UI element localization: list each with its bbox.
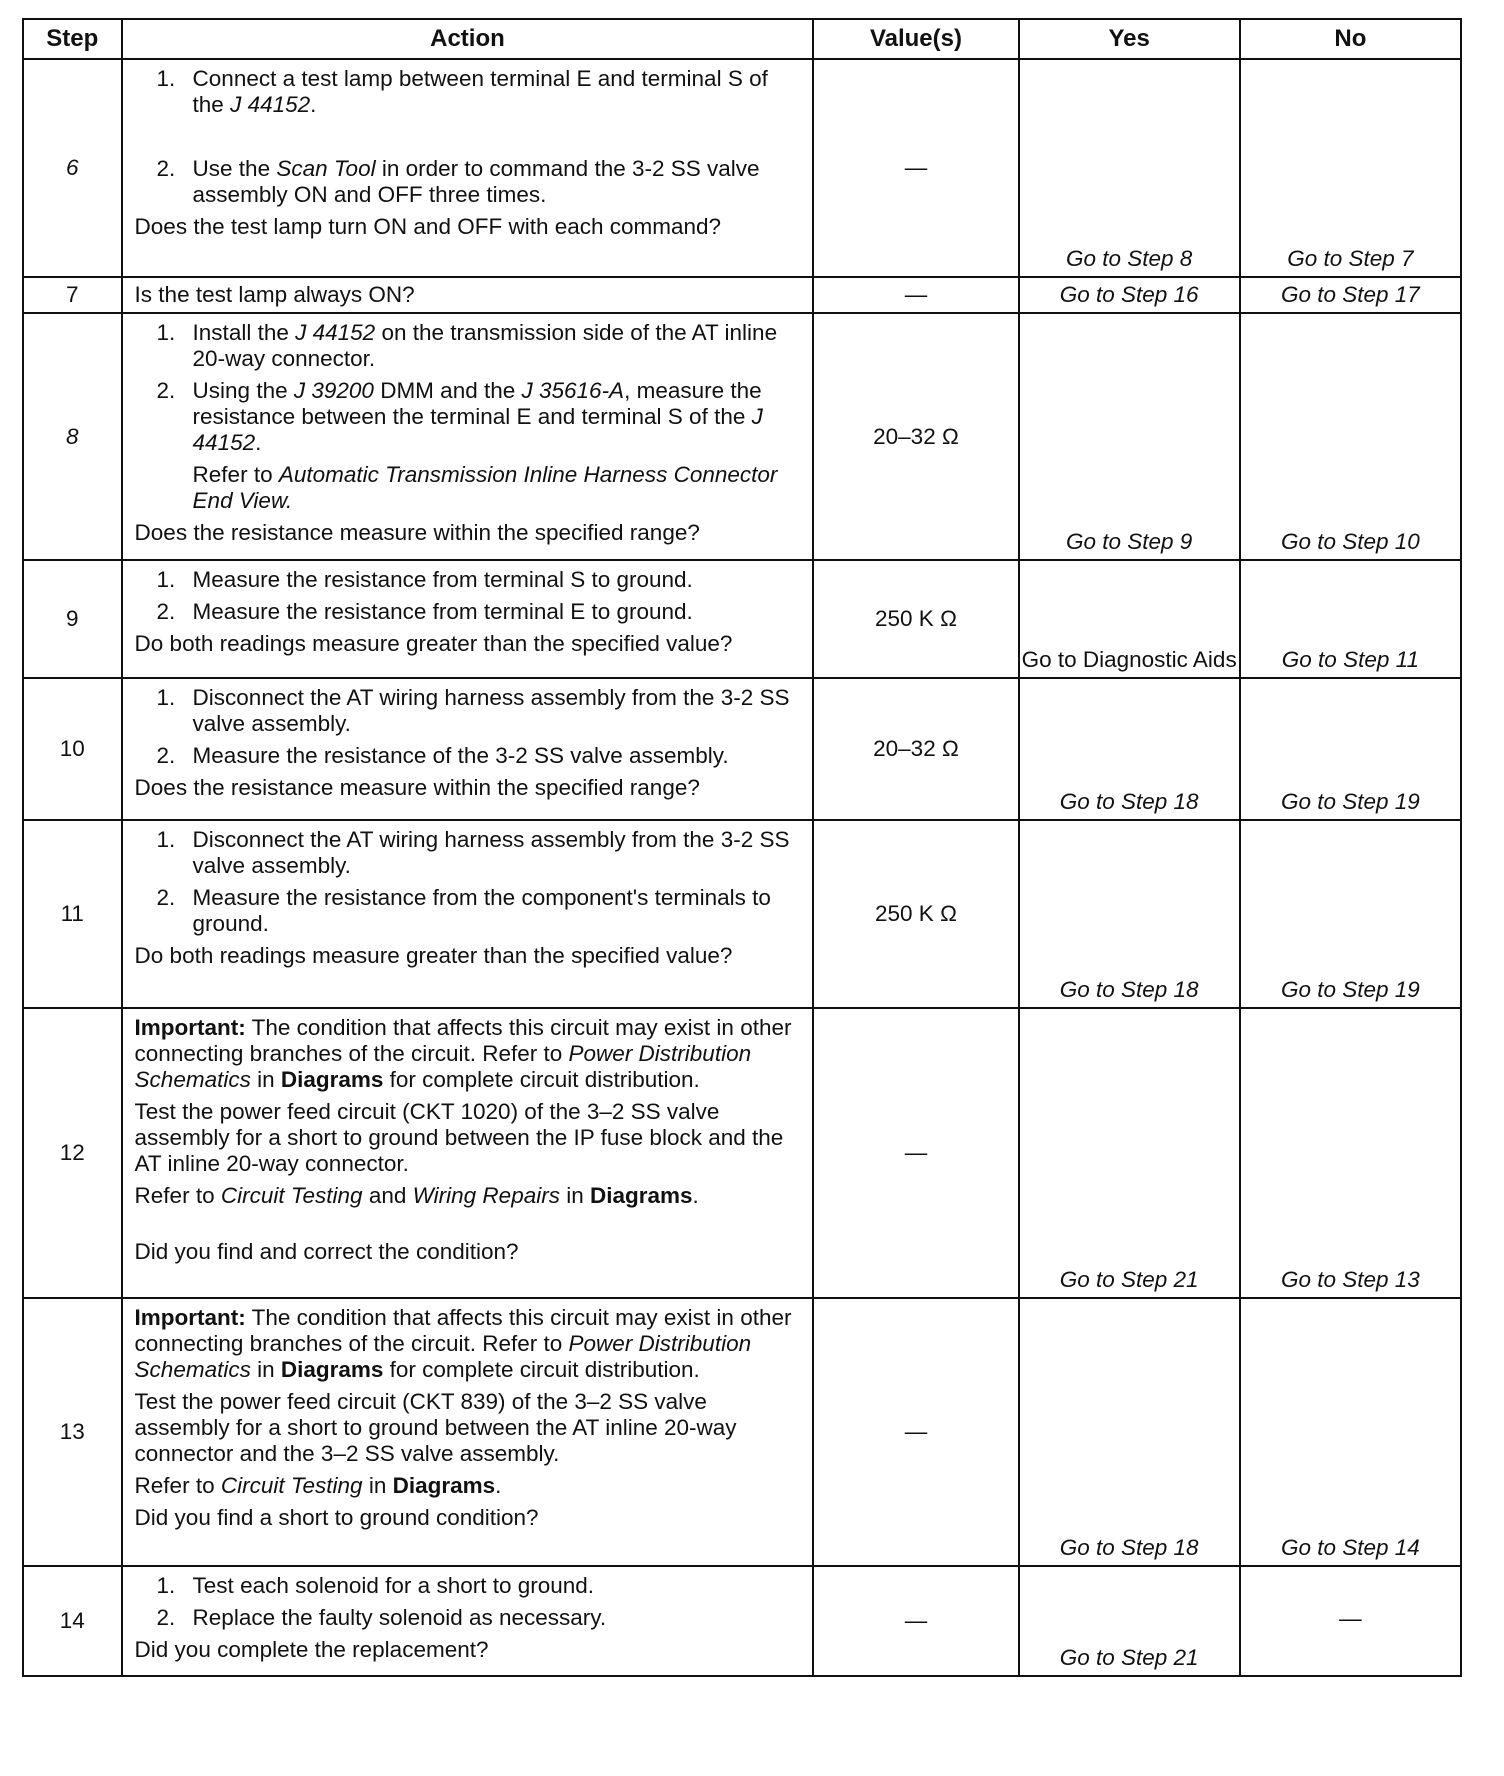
question-text: Is the test lamp always ON? — [134, 282, 415, 307]
question-text: Does the test lamp turn ON and OFF with each command? — [134, 214, 722, 239]
value-cell: 20–32 Ω — [813, 313, 1018, 560]
action-item: 1. Test each solenoid for a short to ground. — [156, 1573, 595, 1598]
table-row-step-7 — [23, 277, 1461, 313]
action-item: 1. Install the J 44152 on the transmission side of the AT inline 20-way connector. — [156, 320, 778, 371]
yes-link[interactable]: Go to Diagnostic Aids — [1019, 560, 1240, 678]
yes-link[interactable]: Go to Step 18 — [1019, 678, 1240, 820]
refer-text: Refer to Automatic Transmission Inline Harness Connector End View. — [192, 462, 778, 513]
step-number: 11 — [23, 820, 122, 1008]
table-row-step-10 — [23, 678, 1461, 820]
value-cell: — — [813, 277, 1018, 313]
action-cell — [122, 820, 814, 1008]
table-row-step-11 — [23, 820, 1461, 1008]
question-text: Do both readings measure greater than the specified value? — [134, 943, 733, 968]
action-cell — [122, 678, 814, 820]
refer-text: Refer to Circuit Testing and Wiring Repairs in Diagrams. — [134, 1183, 699, 1208]
value-cell: — — [813, 59, 1018, 277]
action-cell — [122, 1298, 814, 1566]
no-link[interactable]: Go to Step 19 — [1240, 820, 1461, 1008]
diagnostic-table — [22, 18, 1462, 1677]
no-link[interactable]: Go to Step 7 — [1240, 59, 1461, 277]
question-text: Does the resistance measure within the specified range? — [134, 775, 700, 800]
value-cell: 250 K Ω — [813, 560, 1018, 678]
step-number: 9 — [23, 560, 122, 678]
step-number: 10 — [23, 678, 122, 820]
value-cell: — — [813, 1008, 1018, 1298]
action-cell — [122, 277, 814, 313]
action-item: 2. Using the J 39200 DMM and the J 35616-A, measure the resistance between the terminal E and terminal S of the J 44152. Refer to Automatic Transmission Inline Harness Connector End View. — [135, 378, 803, 514]
action-item: 2. Use the Scan Tool in order to command the 3-2 SS valve assembly ON and OFF three times. — [156, 156, 760, 207]
no-link[interactable]: Go to Step 10 — [1240, 313, 1461, 560]
action-cell — [122, 560, 814, 678]
question-text: Did you complete the replacement? — [134, 1637, 489, 1662]
test-instruction: Test the power feed circuit (CKT 1020) of the 3–2 SS valve assembly for a short to ground between the IP fuse block and the AT inline 20-way connector. — [134, 1099, 784, 1176]
table-row-step-9 — [23, 560, 1461, 678]
question-text: Did you find a short to ground condition? — [134, 1505, 539, 1530]
header-values: Value(s) — [813, 19, 1018, 59]
value-cell: — — [813, 1298, 1018, 1566]
table-row-step-12 — [23, 1008, 1461, 1298]
step-number: 12 — [23, 1008, 122, 1298]
refer-text: Refer to Circuit Testing in Diagrams. — [134, 1473, 502, 1498]
yes-link[interactable]: Go to Step 18 — [1019, 1298, 1240, 1566]
table-row-step-14 — [23, 1566, 1461, 1676]
action-item: 2. Measure the resistance of the 3-2 SS valve assembly. — [156, 743, 729, 768]
header-row — [23, 19, 1461, 59]
important-note: Important: The condition that affects this circuit may exist in other connecting branches of the circuit. Refer to Power Distribution Schematics in Diagrams for complete circuit distribution. — [134, 1305, 792, 1382]
table-row-step-8 — [23, 313, 1461, 560]
yes-link[interactable]: Go to Step 9 — [1019, 313, 1240, 560]
test-instruction: Test the power feed circuit (CKT 839) of the 3–2 SS valve assembly for a short to ground between the AT inline 20-way connector and the 3–2 SS valve assembly. — [134, 1389, 737, 1466]
yes-link[interactable]: Go to Step 21 — [1019, 1008, 1240, 1298]
yes-link[interactable]: Go to Step 18 — [1019, 820, 1240, 1008]
action-cell — [122, 59, 814, 277]
no-link[interactable]: Go to Step 17 — [1240, 277, 1461, 313]
question-text: Did you find and correct the condition? — [134, 1239, 519, 1264]
value-cell: 250 K Ω — [813, 820, 1018, 1008]
action-item: 2. Measure the resistance from the component's terminals to ground. — [156, 885, 771, 936]
action-cell — [122, 1008, 814, 1298]
value-cell: 20–32 Ω — [813, 678, 1018, 820]
step-number: 13 — [23, 1298, 122, 1566]
step-number: 7 — [23, 277, 122, 313]
table-row-step-13 — [23, 1298, 1461, 1566]
step-number: 8 — [23, 313, 122, 560]
header-no: No — [1240, 19, 1461, 59]
table-row-step-6 — [23, 59, 1461, 277]
important-note: Important: The condition that affects this circuit may exist in other connecting branches of the circuit. Refer to Power Distribution Schematics in Diagrams for complete circuit distribution. — [134, 1015, 792, 1092]
action-item: 2. Measure the resistance from terminal E to ground. — [156, 599, 693, 624]
no-link[interactable]: Go to Step 19 — [1240, 678, 1461, 820]
question-text: Does the resistance measure within the specified range? — [134, 520, 700, 545]
no-link[interactable]: Go to Step 11 — [1240, 560, 1461, 678]
yes-link[interactable]: Go to Step 21 — [1019, 1566, 1240, 1676]
action-item: 1. Disconnect the AT wiring harness assembly from the 3-2 SS valve assembly. — [156, 827, 790, 878]
question-text: Do both readings measure greater than the specified value? — [134, 631, 733, 656]
yes-link[interactable]: Go to Step 16 — [1019, 277, 1240, 313]
step-number: 6 — [23, 59, 122, 277]
action-item: 1. Disconnect the AT wiring harness assembly from the 3-2 SS valve assembly. — [156, 685, 790, 736]
action-item: 1. Measure the resistance from terminal S to ground. — [156, 567, 693, 592]
header-step: Step — [23, 19, 122, 59]
step-number: 14 — [23, 1566, 122, 1676]
yes-link[interactable]: Go to Step 8 — [1019, 59, 1240, 277]
header-yes: Yes — [1019, 19, 1240, 59]
value-cell: — — [813, 1566, 1018, 1676]
action-item: 2. Replace the faulty solenoid as necessary. — [156, 1605, 607, 1630]
action-cell — [122, 313, 814, 560]
action-item: 1. Connect a test lamp between terminal E and terminal S of the J 44152. — [156, 66, 768, 117]
header-action: Action — [122, 19, 814, 59]
harness-end-view-link[interactable]: Automatic Transmission Inline Harness Connector End View. — [192, 462, 778, 513]
no-link[interactable]: Go to Step 13 — [1240, 1008, 1461, 1298]
diagnostic-table-page — [22, 18, 1462, 1677]
action-cell — [122, 1566, 814, 1676]
no-value-cell: — — [1240, 1566, 1461, 1676]
no-link[interactable]: Go to Step 14 — [1240, 1298, 1461, 1566]
